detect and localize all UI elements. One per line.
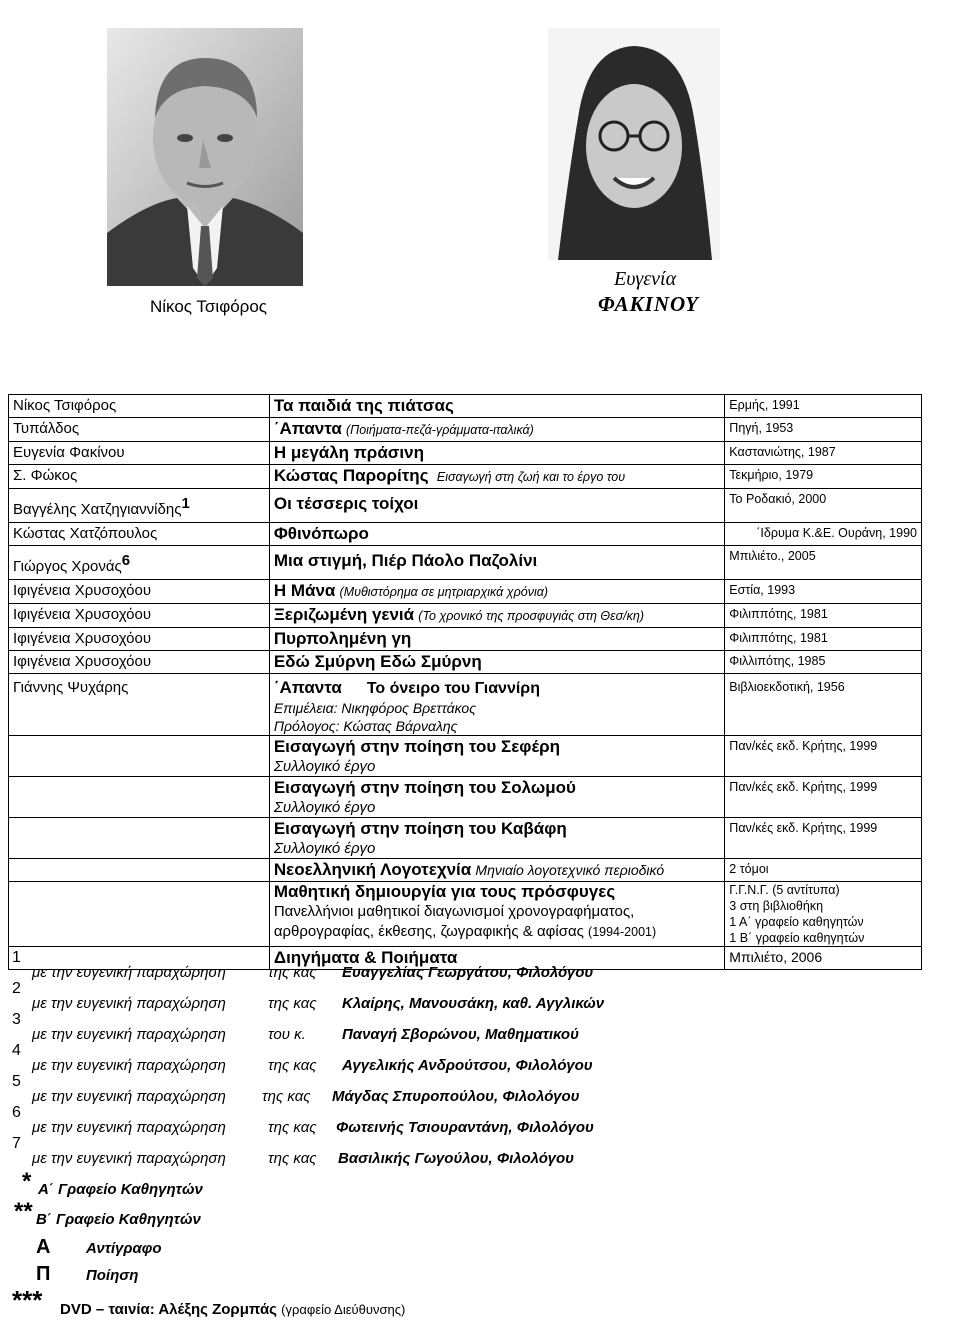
table-row — [9, 818, 922, 859]
footnote-person: Παναγή Σβορώνου, Μαθηματικού — [342, 1026, 579, 1043]
title-2: Το όνειρο του Γιαννίρη — [366, 680, 540, 697]
legend-star2-text: Β΄ Γραφείο Καθηγητών — [36, 1211, 201, 1228]
editor-line: Επιμέλεια: Νικηφόρος Βρεττάκος — [273, 700, 477, 716]
title: Ξεριζωμένη γενιά — [273, 605, 415, 624]
footnote-person: Ευαγγελίας Γεωργάτου, Φιλολόγου — [342, 964, 594, 981]
title: Εισαγωγή στην ποίηση του Καβάφη — [273, 819, 567, 838]
table-row — [9, 882, 922, 947]
copies-line: 3 στη βιβλιοθήκη — [729, 899, 824, 913]
publisher: Τεκμήριο, 1979 — [729, 468, 814, 482]
table-row — [9, 465, 922, 489]
title: ΄Απαντα — [273, 678, 342, 697]
photo-caption-tsiforos: Νίκος Τσιφόρος — [150, 297, 267, 316]
footnote-title: της κας — [268, 1150, 317, 1167]
prologue-line: Πρόλογος: Κώστας Βάρναλης — [273, 718, 458, 734]
footnote-number: 2 — [12, 980, 21, 997]
table-row — [9, 859, 922, 882]
author: Ιφιγένεια Χρυσοχόου — [13, 606, 152, 623]
publisher: Παν/κές εκδ. Κρήτης, 1999 — [729, 821, 878, 835]
table-row — [9, 523, 922, 546]
photo-caption-fakinou-1: Ευγενία — [614, 268, 677, 290]
footnote-ref: 6 — [121, 552, 131, 569]
title-note: Εισαγωγή στη ζωή και το έργο του — [436, 470, 626, 484]
publisher: Ερμής, 1991 — [729, 398, 800, 412]
footnote-person: Φωτεινής Τσιουραντάνη, Φιλολόγου — [336, 1119, 594, 1136]
footnote-courtesy: με την ευγενική παραχώρηση — [32, 1057, 226, 1074]
description-line: Πανελλήνιοι μαθητικοί διαγωνισμοί χρονογραφήματος, — [273, 903, 635, 920]
photo-tsiforos — [107, 28, 303, 286]
table-row — [9, 395, 922, 418]
footnote-courtesy: με την ευγενική παραχώρηση — [32, 1088, 226, 1105]
title: Διηγήματα & Ποιήματα — [273, 948, 458, 967]
subtitle: Συλλογικό έργο — [273, 758, 376, 775]
author: Νίκος Τσιφόρος — [13, 397, 117, 414]
author: Ιφιγένεια Χρυσοχόου — [13, 653, 152, 670]
publisher: Φιλιππότης, 1981 — [729, 631, 828, 645]
footnote-title: της κας — [268, 995, 317, 1012]
table-row — [9, 442, 922, 465]
title: ΄Απαντα — [273, 419, 342, 438]
author: Ιφιγένεια Χρυσοχόου — [13, 630, 152, 647]
footnote-person: Κλαίρης, Μανουσάκη, καθ. Αγγλικών — [342, 995, 605, 1012]
footnote-number: 7 — [12, 1135, 21, 1152]
legend-p-mark: Π — [36, 1263, 51, 1285]
table-row — [9, 604, 922, 628]
dvd-title: DVD – ταινία: Αλέξης Ζορμπάς — [60, 1301, 277, 1318]
author: Ευγενία Φακίνου — [13, 444, 125, 461]
footnote-title: της κας — [268, 1057, 317, 1074]
title: Πυρπολημένη γη — [273, 629, 412, 648]
description-line: αρθρογραφίας, έκθεσης, ζωγραφικής & αφίσας — [273, 923, 584, 940]
publisher: Καστανιώτης, 1987 — [729, 445, 836, 459]
footnote-person: Μάγδας Σπυροπούλου, Φιλολόγου — [332, 1088, 580, 1105]
title: Τα παιδιά της πιάτσας — [273, 396, 454, 415]
title-note: (Το χρονικό της προσφυγιάς στη Θεσ/κη) — [418, 609, 644, 623]
table-row — [9, 489, 922, 523]
photo-fakinou — [548, 28, 720, 260]
legend-star2-mark: ** — [14, 1198, 33, 1225]
table-row — [9, 736, 922, 777]
publisher: Μπιλιέτο, 2006 — [729, 949, 823, 965]
title-note: Μηνιαίο λογοτεχνικό περιοδικό — [475, 862, 665, 878]
subtitle: Συλλογικό έργο — [273, 840, 376, 857]
author: Τυπάλδος — [13, 420, 80, 437]
dvd-note: (γραφείο Διεύθυνσης) — [281, 1302, 406, 1317]
table-row — [9, 674, 922, 736]
author: Ιφιγένεια Χρυσοχόου — [13, 582, 152, 599]
footnote-number: 4 — [12, 1042, 21, 1059]
publisher: ΄Ιδρυμα Κ.&Ε. Ουράνη, 1990 — [756, 526, 917, 540]
publisher: Γ.Γ.Ν.Γ. (5 αντίτυπα) — [729, 883, 840, 897]
author: Βαγγέλης Χατζηγιαννίδης — [13, 501, 182, 518]
footnote-number: 3 — [12, 1011, 21, 1028]
footnote-courtesy: με την ευγενική παραχώρηση — [32, 1026, 226, 1043]
table-row — [9, 418, 922, 442]
publisher: Φιλιππότης, 1981 — [729, 607, 828, 621]
title: Εισαγωγή στην ποίηση του Σεφέρη — [273, 737, 561, 756]
table-row — [9, 628, 922, 651]
publisher: Μπιλιέτο., 2005 — [729, 549, 816, 563]
title: Εδώ Σμύρνη Εδώ Σμύρνη — [273, 652, 482, 671]
author: Κώστας Χατζόπουλος — [13, 525, 158, 542]
title: Μαθητική δημιουργία για τους πρόσφυγες — [273, 882, 616, 901]
copies-line: 1 Α΄ γραφείο καθηγητών — [729, 915, 864, 929]
title: Μια στιγμή, Πιέρ Πάολο Παζολίνι — [273, 551, 538, 570]
footnote-number: 5 — [12, 1073, 21, 1090]
years: (1994-2001) — [588, 925, 657, 939]
author: Σ. Φώκος — [13, 467, 78, 484]
footnote-person: Αγγελικής Ανδρούτσου, Φιλολόγου — [342, 1057, 593, 1074]
title-note: (Μυθιστόρημα σε μητριαρχικά χρόνια) — [339, 585, 549, 599]
publisher: Φιλλιπότης, 1985 — [729, 654, 826, 668]
legend-a-text: Αντίγραφο — [86, 1240, 162, 1257]
title: Φθινόπωρο — [273, 524, 369, 543]
legend-star3-mark: *** — [12, 1285, 43, 1315]
footnote-title: του κ. — [268, 1026, 306, 1043]
title: Η μεγάλη πράσινη — [273, 443, 424, 462]
footnote-person: Βασιλικής Γωγούλου, Φιλολόγου — [338, 1150, 575, 1167]
photo-caption-fakinou-2: ΦΑΚΙΝΟΥ — [598, 292, 699, 316]
books-table — [8, 394, 922, 970]
footnote-title: της κας — [268, 1119, 317, 1136]
footnote-courtesy: με την ευγενική παραχώρηση — [32, 1119, 226, 1136]
footnote-courtesy: με την ευγενική παραχώρηση — [32, 1150, 226, 1167]
footnote-title: της κας — [268, 964, 317, 981]
legend-star1-mark: * — [22, 1168, 32, 1195]
publisher: Εστία, 1993 — [729, 583, 796, 597]
title: Εισαγωγή στην ποίηση του Σολωμού — [273, 778, 576, 797]
footnote-courtesy: με την ευγενική παραχώρηση — [32, 964, 226, 981]
title: Η Μάνα — [273, 581, 336, 600]
title-note: (Ποιήματα-πεζά-γράμματα-ιταλικά) — [345, 423, 534, 437]
title: Οι τέσσερις τοίχοι — [273, 494, 419, 513]
table-row — [9, 580, 922, 604]
legend-dvd — [60, 1301, 405, 1318]
title: Κώστας Παρορίτης — [273, 466, 429, 485]
footnote-title: της κας — [262, 1088, 311, 1105]
footnote-number: 1 — [12, 949, 21, 966]
author: Γιάννης Ψυχάρης — [13, 679, 129, 696]
publisher: 2 τόμοι — [729, 862, 769, 876]
footnote-courtesy: με την ευγενική παραχώρηση — [32, 995, 226, 1012]
copies-line: 1 Β΄ γραφείο καθηγητών — [729, 931, 865, 945]
legend-a-mark: Α — [36, 1236, 51, 1258]
publisher: Παν/κές εκδ. Κρήτης, 1999 — [729, 780, 878, 794]
table-row — [9, 651, 922, 674]
publisher: Το Ροδακιό, 2000 — [729, 492, 827, 506]
footnote-ref: 1 — [181, 495, 190, 512]
subtitle: Συλλογικό έργο — [273, 799, 376, 816]
publisher: Βιβλιοεκδοτική, 1956 — [729, 680, 845, 694]
legend-p-text: Ποίηση — [86, 1267, 139, 1284]
author: Γιώργος Χρονάς — [13, 558, 122, 575]
publisher: Παν/κές εκδ. Κρήτης, 1999 — [729, 739, 878, 753]
title: Νεοελληνική Λογοτεχνία — [273, 860, 472, 879]
publisher: Πηγή, 1953 — [729, 421, 794, 435]
table-row — [9, 546, 922, 580]
table-row — [9, 777, 922, 818]
legend-star1-text: Α΄ Γραφείο Καθηγητών — [38, 1181, 203, 1198]
footnote-number: 6 — [12, 1104, 21, 1121]
